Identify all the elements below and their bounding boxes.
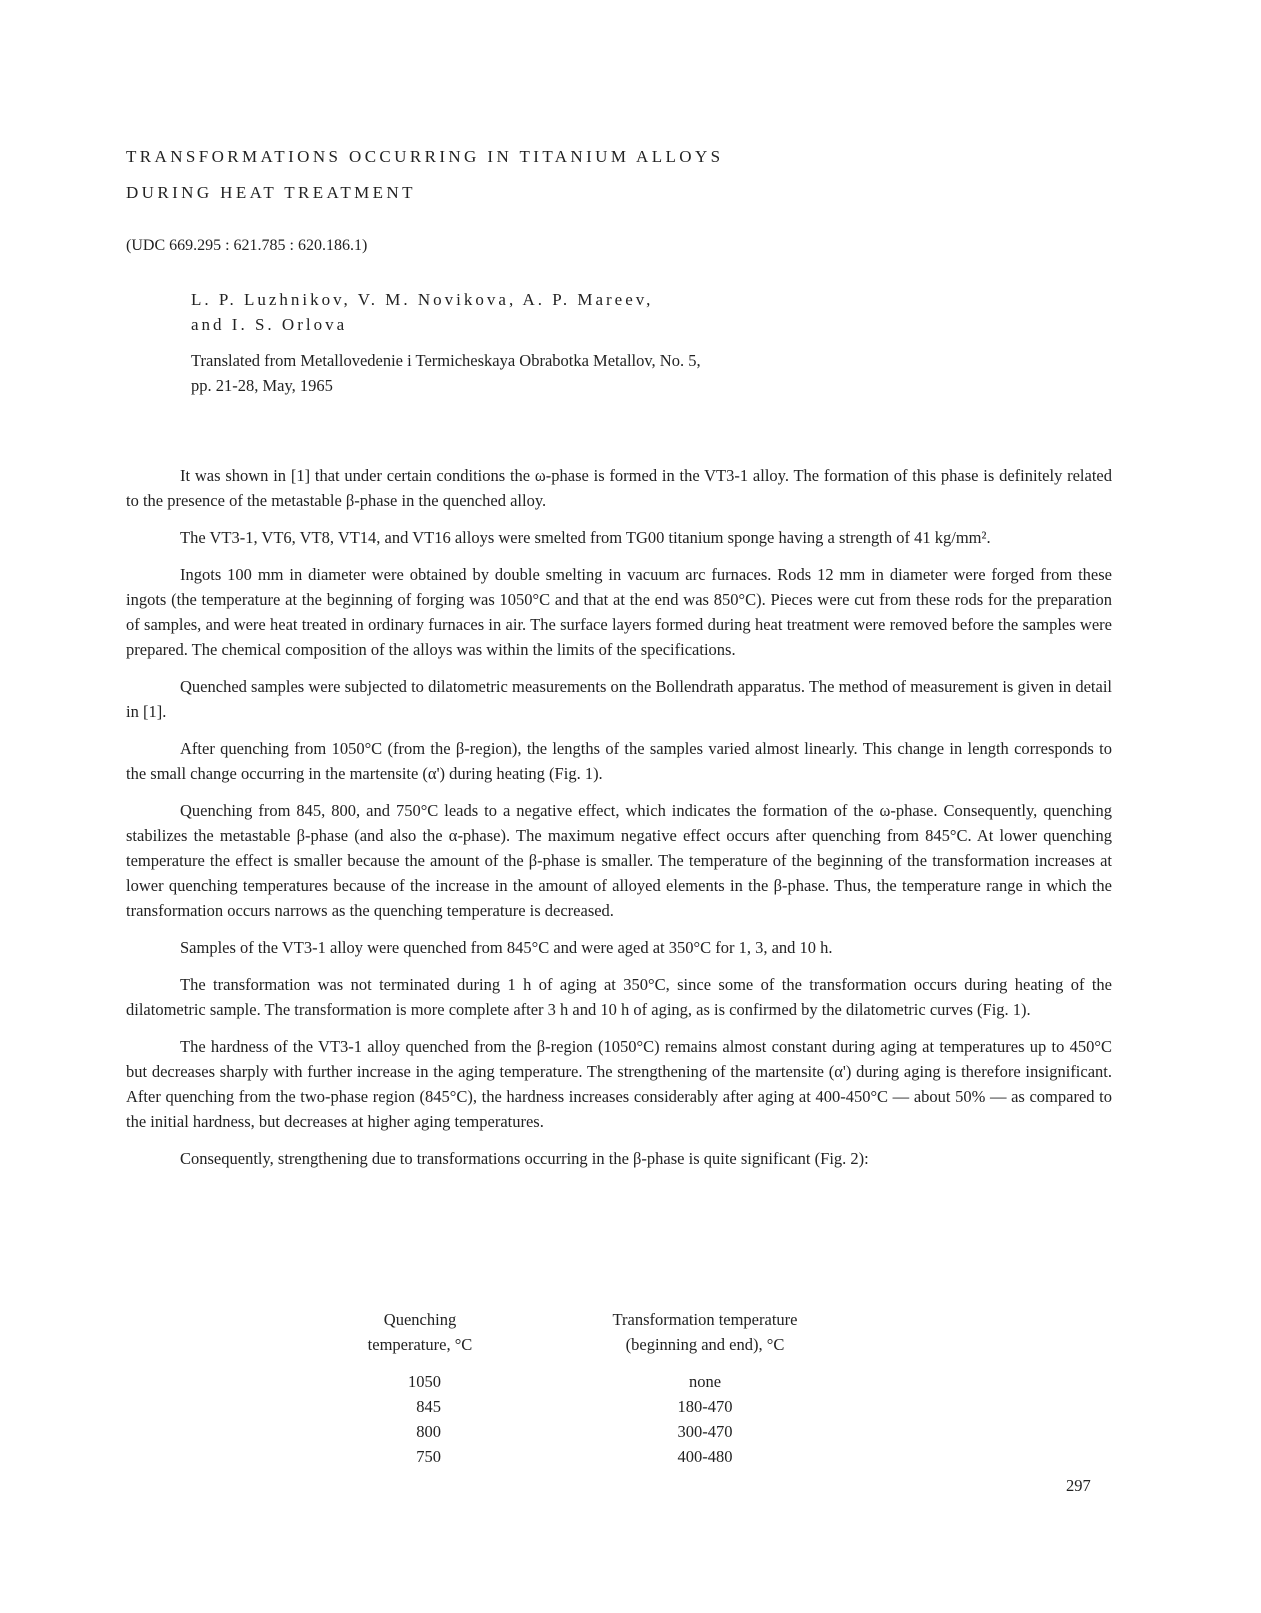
transformation-table <box>330 1307 900 1469</box>
article-title-line-2: DURING HEAT TREATMENT <box>126 183 416 202</box>
translation-line-2: pp. 21-28, May, 1965 <box>191 376 333 395</box>
paragraph-8: The transformation was not terminated during 1 h of aging at 350°C, since some of the transformation occurs during heating of the dilatometric sample. The transformation is more complete after 3 h and 10 h of aging, as is confirmed by the dilatometric curves (Fig. 1). <box>126 975 1112 1019</box>
table-body <box>330 1369 900 1469</box>
paragraph-7: Samples of the VT3-1 alloy were quenched from 845°C and were aged at 350°C for 1, 3, and 10 h. <box>180 938 833 957</box>
author-list <box>191 287 653 337</box>
header-line: Quenching <box>383 1310 457 1329</box>
udc-code: (UDC 669.295 : 621.785 : 620.186.1) <box>126 237 368 254</box>
authors-line-1: L. P. Luzhnikov, V. M. Novikova, A. P. Mareev, <box>191 290 654 309</box>
paragraph-9: The hardness of the VT3-1 alloy quenched from the β-region (1050°C) remains almost constant during aging at temperatures up to 450°C but decreases sharply with further increase in the aging temperature. The strengthening of the martensite (α') during aging is therefore insignificant. After quenching from the two-phase region (845°C), the hardness increases considerably after aging at 400-450°C — about 50% — as compared to the initial hardness, but decreases at higher aging temperatures. <box>126 1037 1112 1131</box>
authors-line-2: and I. S. Orlova <box>191 315 348 334</box>
table-row <box>330 1394 900 1419</box>
quench-value: 845 <box>416 1397 441 1416</box>
header-line: Transformation temperature <box>612 1310 798 1329</box>
table-row <box>330 1369 900 1394</box>
paragraph-1: It was shown in [1] that under certain conditions the ω-phase is formed in the VT3-1 alloy. The formation of this phase is definitely related to the presence of the metastable β-phase in the quenched alloy. <box>126 466 1112 510</box>
paragraph-3: Ingots 100 mm in diameter were obtained by double smelting in vacuum arc furnaces. Rods 12 mm in diameter were forged from these ingots (the temperature at the beginning of forging was 1050°C and that at the end was 850°C). Pieces were cut from these rods for the preparation of samples, and were heat treated in ordinary furnaces in air. The surface layers formed during heat treatment were removed before the samples were prepared. The chemical composition of the alloys was within the limits of the specifications. <box>126 565 1112 659</box>
range-cell: 400-480 <box>677 1447 733 1466</box>
quench-value: 750 <box>416 1447 441 1466</box>
article-title-line-1: TRANSFORMATIONS OCCURRING IN TITANIUM ALLOYS <box>126 147 724 166</box>
page-number: 297 <box>1066 1476 1091 1495</box>
paragraph-4: Quenched samples were subjected to dilatometric measurements on the Bollendrath apparatus. The method of measurement is given in detail in [1]. <box>126 677 1112 721</box>
paragraph-10: Consequently, strengthening due to transformations occurring in the β-phase is quite significant (Fig. 2): <box>180 1149 869 1168</box>
paragraph-6: Quenching from 845, 800, and 750°C leads to a negative effect, which indicates the formation of the ω-phase. Consequently, quenching stabilizes the metastable β-phase (and also the α-phase). The maximum negative effect occurs after quenching from 845°C. At lower quenching temperature the effect is smaller because the amount of the β-phase is smaller. The temperature of the beginning of the transformation increases at lower quenching temperatures because of the increase in the amount of alloyed elements in the β-phase. Thus, the temperature range in which the transformation occurs narrows as the quenching temperature is decreased. <box>126 801 1112 920</box>
range-cell: 300-470 <box>677 1422 733 1441</box>
table-row <box>330 1419 900 1444</box>
paragraph-2: The VT3-1, VT6, VT8, VT14, and VT16 alloys were smelted from TG00 titanium sponge having a strength of 41 kg/mm². <box>180 528 991 547</box>
table-row <box>330 1444 900 1469</box>
translation-line-1: Translated from Metallovedenie i Termicheskaya Obrabotka Metallov, No. 5, <box>191 351 701 370</box>
range-cell: 180-470 <box>677 1397 733 1416</box>
quench-value: 1050 <box>408 1372 441 1391</box>
quench-cell <box>330 1444 510 1469</box>
paragraph-5: After quenching from 1050°C (from the β-region), the lengths of the samples varied almost linearly. This change in length corresponds to the small change occurring in the martensite (α') during heating (Fig. 1). <box>126 739 1112 783</box>
transformation-temperature-header <box>510 1307 900 1357</box>
article-body <box>126 463 1112 1183</box>
quench-cell <box>330 1369 510 1394</box>
table-header <box>330 1307 900 1357</box>
header-line: (beginning and end), °C <box>625 1335 785 1354</box>
range-cell: none <box>688 1372 722 1391</box>
quenching-temperature-header <box>330 1307 510 1357</box>
quench-cell <box>330 1419 510 1444</box>
header-line: temperature, °C <box>367 1335 473 1354</box>
quench-cell <box>330 1394 510 1419</box>
translation-note <box>191 348 701 398</box>
quench-value: 800 <box>416 1422 441 1441</box>
